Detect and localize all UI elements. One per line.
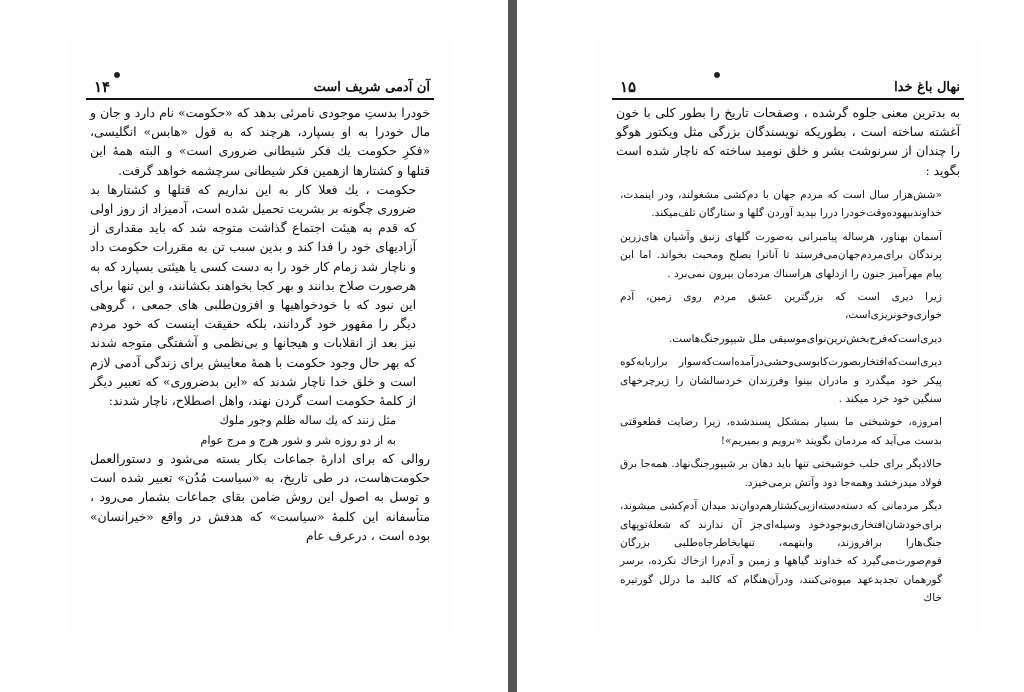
quote-paragraph: «شش‌هزار سال است که مردم جهان با دم‌کشی مشغولند، ودر اینمدت، خداوندبیهوده‌وقت‌خودرا دررا بپدید آوردن گلها و ستارگان تلف‌میکند. [620,189,942,220]
quote-paragraph: زیرا دیری است که بزرگترین عشق مردم روی زمین، آدم خواری‌و‌خونریزی‌است، [620,291,942,322]
paragraph: خودرا بدستِ موجودی نامرئی بدهد که «حکومت» نام دارد و جان و مال خودرا به او بسپارد، هرچند که به قول «هابس» انگلیسی، «فکرِ حکومت یك فکر شیطانی ضروری است» و البته همهٔ این قتلها و کشتارها ازهمین فکر شیطانی سرچشمه خواهد گرفت. [90,106,430,178]
quote-paragraph: دیری‌است‌که‌فرح‌بخش‌ترین‌نوای‌موسیقی ملل شیپورجنگ‌هاست. [668,332,942,345]
paragraph: حکومت ، یك فعلا کار به این نداریم که قتلها و کشتارها بد ضروری چگونه بر بشریت تحمیل شده است، آدمیزاد از روز اولی که قدم به هیئت اجتماع گذاشت متوجه شد که باید مقداری از آزادیهای خود را فدا کند و بدین سبب تن به مقررات حکومت داد و ناچار شد زمام کار خود را به دست کسی یا هیئتی بسپارد که به هرصورت صلاح بدانند و بهر کجا بخواهند بکشانند، و این تنها برای این نبود که با خودخواهیها و افزون‌طلبی های جمعی ، گروهی دیگر را مقهور خود گردانند، بلکه حقیقت اینست که خود مردم نیز بعد از انقلابات و هیجانها و بی‌نظمی و آشفتگی متوجه شدند که بهر حال وجود حکومت با همهٔ معایبش برای زندگی آدمی لازم است و خلق خدا ناچار شدند که «این بدضروری» که تعبیر دیگر از کلمهٔ حکومت است گردن نهند، واهل اصطلاح، ناچار شدند: [90,182,416,409]
page-body [616,104,960,181]
block-quote [620,186,942,613]
quote-paragraph: دیگر مردمانی که دسته‌دسته‌ازپی‌کشتارهم‌دوان‌ند میدان آدم‌کشی میشوند، برای‌خودشان‌افتخاری‌بوجودخود وسیله‌ای‌جز آن ندارند که شعلهٔ‌توپهای جنگ‌هارا برافروزند، وابتهمه، تنها‌بخاطر‌جاه‌طلبی بزرگان قوم‌صورت‌می‌گیرد که خداوند گیاهها و زمین و آدم‌را ازخاك‌ نکرده، برسر گورهمان تجدیدعهد میوه‌تی‌کنند، ودرآن‌هنگام که کالبد ما درلل گورتیره خاك [620,500,942,605]
page-divider [508,0,517,692]
running-title: نهال باغ خدا [894,80,960,95]
paragraph: به بدترین معنی جلوه گرشده ، وصفحات تاریخ را بطور کلی با خون آغشته ساخته است ، بطوریکه نویسندگان بزرگی مثل ویکتور هوگو را چندان از سرنوشت بشر و خلق نومید ساخته که ناچار شده است بگوید : [616,106,960,178]
page-number: ۱۵ [620,78,637,96]
verse-line: مثل زنند که یك ساله ظلم وجور ملوك [219,414,396,428]
left-page [68,40,452,632]
quote-paragraph: حالادیگر برای جلب خوشبختی تنها باید دهان بر شیپورجنگ‌نهاد. همه‌جا برق فولاد میدرخشد وهمه‌جا دود وآتش برمی‌خیزد. [620,458,942,489]
quote-paragraph: امروزه، خوشبختی ما بسیار بمشکل پسندشده، زیرا رضایت قطعوقتی بدست می‌آید که مردمان بگویند «برویم و بمیریم»! [620,416,942,447]
page-header [612,78,964,100]
verse-line: به از دو روزه شر و شور هرج و مرج عوام [200,433,396,447]
quote-paragraph: دیری‌است‌که‌افتخار‌بصورت‌کابوسی‌وحشی‌درآمده‌است‌که‌سوار براربابه‌کوه پیکر خود میگذرد و مادران بینوا وفرزندان خردسالشان را زیرچرخهای سنگین خود خرد میکند . [620,356,942,406]
paragraph: روالی که برای ادارهٔ جماعات بکار بسته می‌شود و دستورالعمل حکومت‌هاست، در طی تاریخ، به «سیاست مُدُن» تعبیر شده است و توسل به اصول این روش ضامن بقای جماعات بشمار می‌رود ، متأسفانه این کلمهٔ «سیاست» که هدفش در واقع «خیرانسان» بوده است ، درعرف عام [90,452,430,543]
running-title: آن آدمی شریف است [313,80,430,95]
quote-paragraph: آسمان بهناور، هرساله پیامبرانی به‌صورت گلهای زنبق وآشیان های‌زرین پرندگان برای‌مردم‌جهان‌می‌فرستد تا آنانرا بصلح ومحبت بخواند. اما این پیام مهرآمیز جنون را ازدلهای هراسناك مردمان بیرون نمی‌برد . [620,230,942,280]
right-page [594,40,982,632]
page-number: ۱۴ [94,78,111,96]
page-body [90,104,430,546]
page-header [86,78,434,100]
